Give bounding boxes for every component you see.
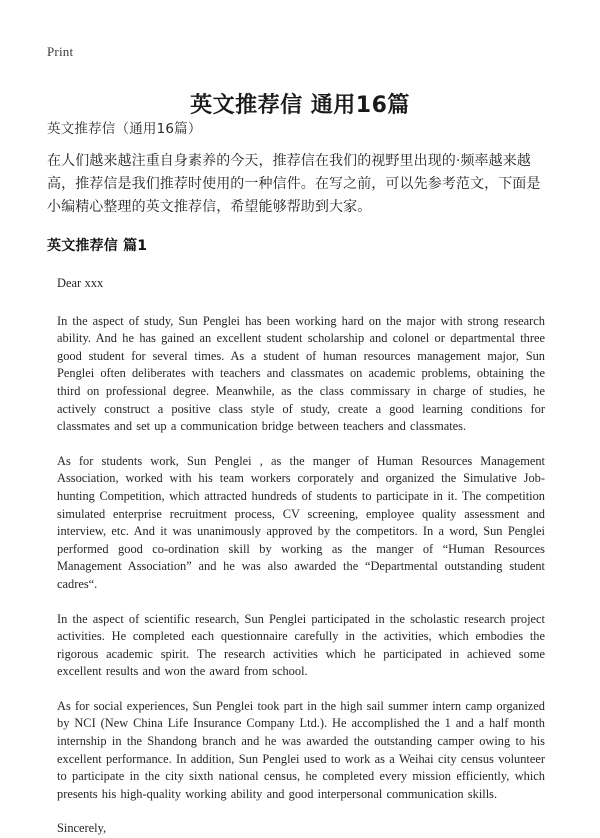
intro-paragraph: 在人们越来越注重自身素养的今天，推荐信在我们的视野里出现的·频率越来越高，推荐信是我们推荐时使用的一种信件。在写之前，可以先参考范文，下面是小编精心整理的英文推荐信，希望能够帮助到大家。 (47, 153, 541, 215)
document-subtitle: 英文推荐信（通用16篇） (47, 121, 202, 137)
letter-paragraph: As for social experiences, Sun Penglei took part in the high sail summer intern camp organized by NCI (New China Life Insurance Company Ltd.). He accomplished the 1 and a half month internship in the Shandong branch and he was awarded the outstanding camper owing to his excellent performance. In addition, Sun Penglei used to work as a Weihai city census volunteer to participate in the city sixth national census, he completed every mission efficiently, which presents his high-quality working ability and good interpersonal communication skills. (57, 698, 545, 801)
letter-salutation: Dear xxx (57, 276, 104, 290)
document-body (47, 118, 547, 838)
print-link[interactable]: Print (47, 44, 74, 59)
letter-paragraph: As for students work, Sun Penglei , as the manger of Human Resources Management Association, worked with his team workers corporately and organized the Simulative Job-hunting Competition, which attracted hundreds of students to participate in it. The competition simulated enterprise recruitment process, CV screening, employee quality assessment and interview, etc. And it was unanimously approved by the competitors. In a word, Sun Penglei performed good co-ordination skill by working as the manger of “Human Resources Management Association” and he was also awarded the “Departmental outstanding student cadres“. (57, 453, 545, 591)
section-heading: 英文推荐信 篇1 (47, 238, 148, 254)
page-title: 英文推荐信 通用16篇 (190, 92, 410, 118)
letter-body (57, 275, 545, 838)
letter-paragraph: In the aspect of scientific research, Sun Penglei participated in the scholastic research project activities. He completed each questionnaire carefully in the activities, which embodies the rigorous academic spirit. The research activities which he participated in achieved some excellent results and won the award from school. (57, 611, 545, 679)
letter-closing: Sincerely, (57, 821, 107, 836)
letter-paragraph: In the aspect of study, Sun Penglei has been working hard on the major with strong research ability. And he has gained an excellent student scholarship and colonel or departmental three good student for several times. As a student of human resources management major, Sun Penglei often deliberates with teachers and classmates on academic problems, obtaining the third on professional degree. Meanwhile, as the class commissary in charge of studies, he actively construct a positive class style of study, create a good learning conditions for classmates and set up a communication bridge between teachers and classmates. (57, 313, 545, 434)
